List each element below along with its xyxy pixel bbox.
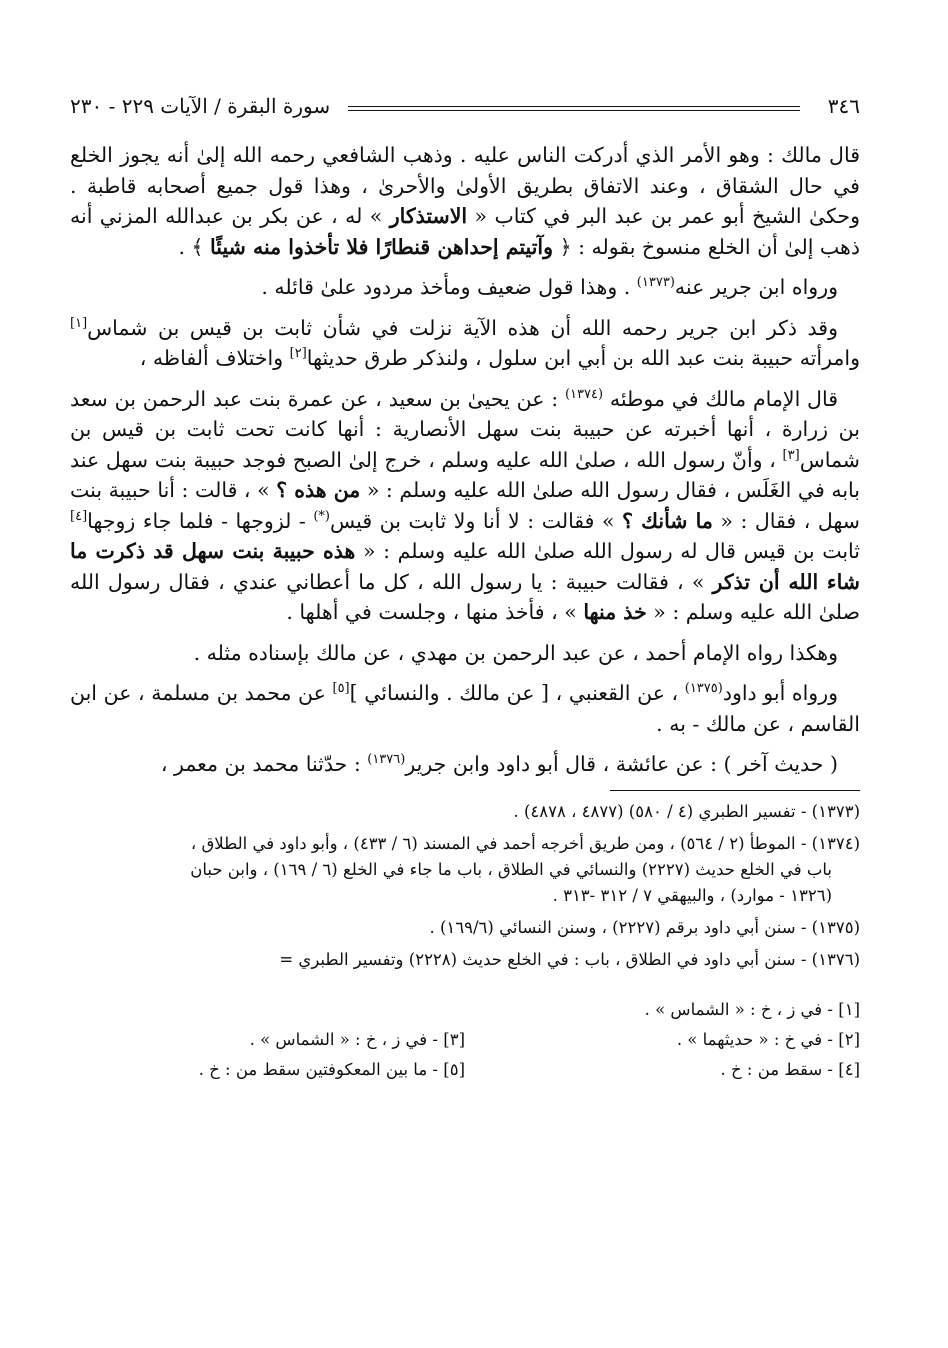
footnote-item (70, 831, 860, 909)
text-span: ، وأنّ رسول الله ، صلىٰ الله عليه وسلم ، خرج إلىٰ الصبح فوجد حبيبة بنت سهل عند بابه في الغَلَس ، فقال رسول الله صلىٰ الله عليه وسلم : « (70, 447, 860, 502)
text-span: ورواه ابن جرير عنه (674, 275, 838, 299)
quran-verse-bold: وآتيتم إحداهن قنطارًا فلا تأخذوا منه شيئًا (210, 234, 554, 259)
paragraph-6 (70, 678, 860, 739)
text-span: » ، قالت : أنا حبيبة بنت سهل ، فقال : « (70, 478, 860, 533)
hadith-quote-bold: خذ منها (583, 600, 647, 624)
text-span: ، عن القعنبي ، [ عن مالك . والنسائي ] (349, 681, 685, 705)
text-span: » ، فقالت حبيبة : يا رسول الله ، كل ما أعطاني عندي ، فقال رسول الله صلىٰ الله عليه وسلم : « (70, 569, 860, 624)
text-span: ( حديث آخر ) : عن عائشة ، قال أبو داود وابن جرير (405, 752, 838, 776)
editor-note: [٣] - في ز ، خ : « الشماس » . (249, 1029, 465, 1049)
page-number: ٣٤٦ (827, 94, 860, 118)
footnote-ref[interactable]: (١٣٧٣) (636, 275, 675, 291)
page-header (70, 84, 860, 128)
footnote-ref[interactable]: (١٣٧٥) (684, 681, 723, 697)
text-span: : حدّثنا محمد بن معمر ، (160, 752, 368, 776)
footnote-ref[interactable]: (١٣٧٦) (367, 752, 406, 768)
footnote-line: (١٣٧٣) - تفسير الطبري (٤ / ٥٨٠) (٤٨٧٧ ، ٤٨٧٨) . (513, 801, 860, 821)
paragraph-4 (70, 384, 860, 628)
paragraph-5: وهكذا رواه الإمام أحمد ، عن عبد الرحمن بن مهدي ، عن مالك بإسناده مثله . (193, 640, 838, 665)
editor-note: [١] - في ز ، خ : « الشماس » . (644, 999, 860, 1019)
text-span: » له ، عن بكر بن عبدالله المزني أنه ذهب إلىٰ أن الخلع منسوخ بقوله : ﴿ (70, 204, 860, 259)
footnote-item (70, 799, 860, 825)
text-span: » فقالت : لا أنا ولا ثابت بن قيس (330, 508, 623, 533)
editor-note: [٥] - ما بين المعكوفتين سقط من : خ . (198, 1059, 465, 1079)
editor-notes-row (70, 1025, 860, 1055)
text-span: ثابت بن قيس قال له رسول الله صلىٰ الله عليه وسلم : « (355, 539, 861, 563)
text-span: وقد ذكر ابن جرير رحمه الله أن هذه الآية نزلت في شأن ثابت بن قيس بن شماس (87, 315, 838, 340)
footnote-ref[interactable]: (١٣٧٤) (564, 386, 604, 402)
text-span: » ، فأخذ منها ، وجلست في أهلها . (286, 600, 584, 624)
header-rule (348, 106, 800, 107)
editor-note-ref[interactable]: [٣] (782, 447, 800, 463)
footnote-line: (١٣٧٦) - سنن أبي داود في الطلاق ، باب : في الخلع حديث (٢٢٢٨) وتفسير الطبري = (279, 949, 860, 969)
text-span: قال مالك : وهو الأمر الذي أدركت الناس عليه . وذهب الشافعي رحمه الله إلىٰ أنه يجوز الخلع في حال الشقاق ، وعند الاتفاق بطريق الأولىٰ والأحرىٰ ، وهذا قول جميع أصحابه قاطبة . وحكىٰ الشيخ أبو عمر بن عبد البر في كتاب « (70, 143, 860, 228)
editor-note-ref[interactable]: [٤] (70, 508, 88, 524)
paragraph-3 (70, 313, 860, 374)
editor-note-ref[interactable]: [٢] (289, 346, 307, 362)
text-span: . وهذا قول ضعيف ومأخذ مردود علىٰ قائله . (261, 275, 637, 299)
text-span: : عن يحيىٰ بن سعيد ، عن عمرة بنت عبد الرحمن بن سعد بن زرارة ، أنها أخبرته عن حبيبة بنت سهل الأنصارية : أنها كانت تحت ثابت بن قيس بن شماس (70, 386, 860, 472)
hadith-quote-bold: هذه حبيبة بنت سهل قد ذكرت ما شاء الله أن تذكر (70, 539, 860, 594)
footnote-ref[interactable]: (*) (313, 508, 330, 524)
footnote-item (70, 915, 860, 941)
text-span: واختلاف ألفاظه ، (139, 346, 290, 370)
paragraph-7 (70, 749, 860, 780)
editor-notes (70, 995, 860, 1085)
paragraph-1 (70, 140, 860, 262)
editor-note: [٤] - سقط من : خ . (720, 1059, 860, 1079)
editor-notes-row (70, 1055, 860, 1085)
text-span: ورواه أبو داود (722, 681, 838, 705)
editor-note: [٢] - في خ : « حديثهما » . (676, 1029, 860, 1049)
text-span: قال الإمام مالك في موطئه (603, 386, 838, 411)
hadith-quote-bold: من هذه ؟ (276, 478, 361, 502)
text-span: ﴾ . (178, 234, 211, 259)
editor-note-ref[interactable]: [٥] (332, 681, 350, 697)
running-title: سورة البقرة / الآيات ٢٢٩ - ٢٣٠ (70, 94, 331, 118)
editor-notes-row (70, 995, 860, 1025)
footnotes (70, 799, 860, 973)
footnote-item (70, 947, 860, 973)
editor-note-ref[interactable]: [١] (70, 315, 88, 331)
book-page (70, 84, 860, 1085)
paragraph-2 (70, 272, 860, 303)
main-text (70, 140, 860, 780)
footnote-line: (١٣٧٥) - سنن أبي داود برقم (٢٢٢٧) ، وسنن النسائي (١٦٩/٦) . (429, 917, 860, 937)
footnotes-rule (610, 790, 860, 791)
text-span: وامرأته حبيبة بنت عبد الله بن أبي ابن سلول ، ولنذكر طرق حديثها (306, 346, 860, 370)
text-span: - لزوجها - فلما جاء زوجها (87, 508, 314, 533)
footnote-line: باب في الخلع حديث (٢٢٢٧) والنسائي في الطلاق ، باب ما جاء في الخلع (٦ / ١٦٩) ، وابن حبان (190, 859, 832, 879)
text-span: عن محمد بن مسلمة ، عن ابن القاسم ، عن مالك - به . (70, 681, 860, 736)
hadith-quote-bold: ما شأنك ؟ (622, 508, 713, 533)
book-title-bold: الاستذكار (389, 204, 468, 228)
footnote-line: (١٣٢٦ - موارد) ، والبيهقي ٧ / ٣١٢ -٣١٣ . (552, 885, 832, 905)
footnote-line: (١٣٧٤) - الموطأ (٢ / ٥٦٤) ، ومن طريق أخرجه أحمد في المسند (٦ / ٤٣٣) ، وأبو داود في الطلاق ، (190, 833, 860, 853)
